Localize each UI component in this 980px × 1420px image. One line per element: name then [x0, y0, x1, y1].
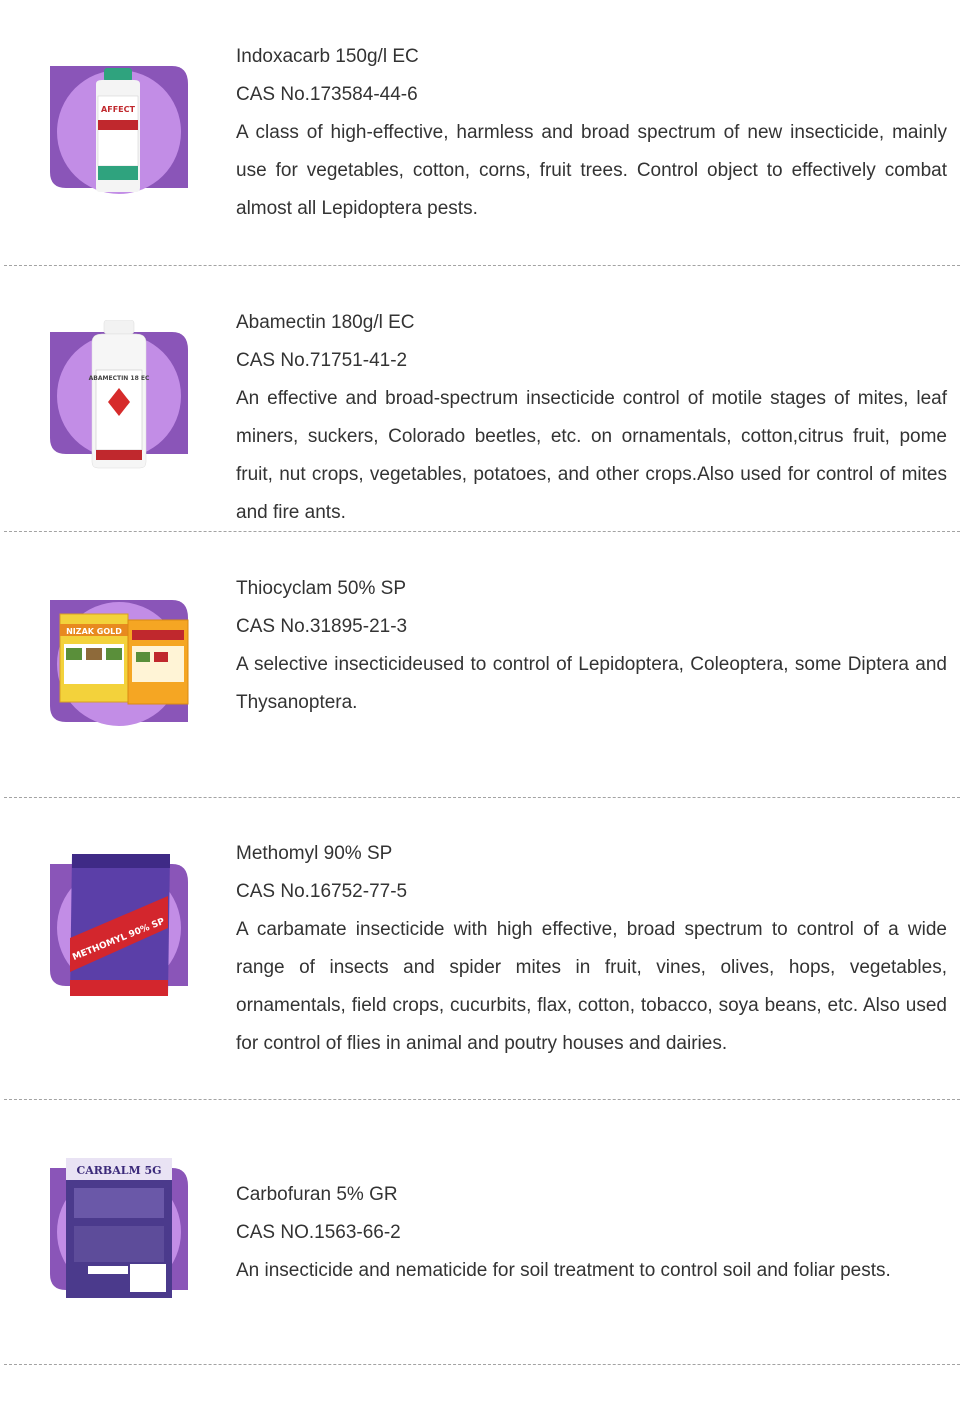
product-image-abamectin — [44, 320, 194, 470]
section-divider — [4, 1364, 960, 1365]
product-text — [236, 570, 947, 722]
cas-number: CAS NO.1563-66-2 — [236, 1222, 401, 1243]
svg-text:METHOMYL 90% SP: METHOMYL 90% SP — [71, 916, 167, 963]
section-divider — [4, 1099, 960, 1100]
product-image-thiocyclam — [44, 590, 194, 740]
bottle-icon — [89, 320, 150, 468]
bag-icon — [70, 854, 170, 996]
cas-number: CAS No.71751-41-2 — [236, 350, 408, 371]
svg-text:AFFECT: AFFECT — [101, 105, 135, 114]
bottle-icon — [96, 68, 140, 192]
product-description: A selective insecticideused to control of Lepidoptera, Coleoptera, some Diptera and Thysanoptera. — [236, 654, 947, 713]
cas-number: CAS No.16752-77-5 — [236, 881, 408, 902]
product-image-carbofuran — [44, 1156, 194, 1306]
product-text — [236, 304, 947, 532]
product-description: A class of high-effective, harmless and broad spectrum of new insecticide, mainly use for vegetables, cotton, corns, fruit trees. Control object to effectively combat almost all Lepidoptera pests. — [236, 122, 947, 219]
product-text — [236, 835, 947, 1063]
section-divider — [4, 265, 960, 266]
cas-number: CAS No.173584-44-6 — [236, 84, 418, 105]
box-icon — [60, 614, 128, 702]
cas-number: CAS No.31895-21-3 — [236, 616, 408, 637]
product-description: A carbamate insecticide with high effective, broad spectrum to control of a wide range of insects and spider mites in fruit, vines, olives, hops, vegetables, ornamentals, field crops, cucurbits, flax, cotton, tobacco, soya beans, etc. Also used for control of flies in animal and poutry houses and dairies. — [236, 919, 947, 1054]
sachet-icon — [128, 620, 188, 704]
product-image-indoxacarb — [44, 60, 194, 210]
svg-text:ABAMECTIN 18 EC: ABAMECTIN 18 EC — [88, 375, 150, 382]
product-name: Methomyl 90% SP — [236, 843, 393, 864]
section-divider — [4, 531, 960, 532]
product-description: An insecticide and nematicide for soil treatment to control soil and foliar pests. — [236, 1260, 891, 1281]
bag-icon — [66, 1158, 172, 1298]
svg-text:NIZAK GOLD: NIZAK GOLD — [66, 627, 122, 636]
product-text — [236, 1176, 947, 1290]
product-description: An effective and broad-spectrum insecticide control of motile stages of mites, leaf miners, suckers, Colorado beetles, etc. on ornamentals, cotton,citrus fruit, pome fruit, nut crops, vegetables, potatoes, and other crops.Also used for control of mites and fire ants. — [236, 388, 947, 523]
svg-text:CARBALM 5G: CARBALM 5G — [76, 1164, 162, 1177]
product-text — [236, 38, 947, 228]
product-name: Abamectin 180g/l EC — [236, 312, 415, 333]
product-image-methomyl — [44, 850, 194, 1000]
product-name: Thiocyclam 50% SP — [236, 578, 407, 599]
product-name: Indoxacarb 150g/l EC — [236, 46, 419, 67]
product-name: Carbofuran 5% GR — [236, 1184, 398, 1205]
section-divider — [4, 797, 960, 798]
